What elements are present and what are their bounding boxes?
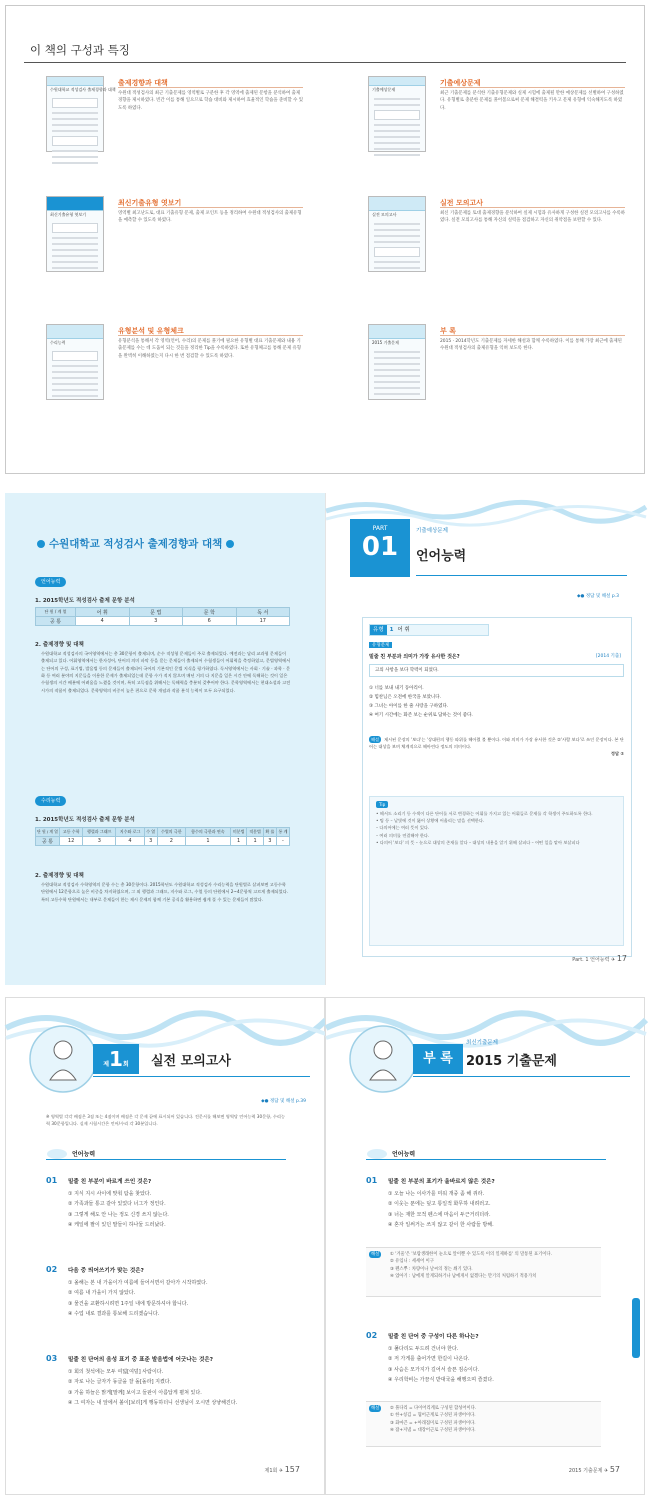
feature-title: 실전 모의고사 [440, 199, 484, 207]
row-label: 공 통 [36, 837, 60, 846]
option[interactable]: ④ 여기 시간에는 화존 보는 순위로 답하는 것이 좋다. [369, 713, 473, 718]
feature-desc: 2015 · 2014학년도 기출문제를 자세한 해설과 함께 수록하였다. 이를 통해 가장 최근에 출제된 수원대 적성검사의 출제유형을 익혀 보도록 한다. [440, 339, 622, 352]
math-tag: 수리능력 [35, 796, 66, 806]
feature-thumbnail [368, 196, 426, 272]
table-corner: 단 원 / 계 열 [36, 608, 76, 617]
option[interactable]: ① 지식 지시 사이에 맞춰 탐을 찾았다. [68, 1191, 152, 1197]
question-number: 01 [46, 1176, 58, 1185]
mock-exam-spread [5, 997, 645, 1495]
thumbnail-caption: 최신기출유형 엿보기 [50, 212, 87, 217]
feature-desc: 최신 기출문제를 토대 출제경향을 분석하여 실제 시험과 유사하게 구성한 실전 모의고사를 수록하였다. 실전 모의고사를 통해 자신의 실력을 점검하고 자신의 취약점을 보완할 수 있다. [440, 211, 626, 224]
round-number-box: 제1회 [93, 1044, 139, 1074]
question-number: 03 [46, 1354, 58, 1363]
col-header: 함수의 극한과 연속 [185, 828, 230, 837]
character-illustration [346, 1022, 420, 1096]
table-corner: 단 원 / 계 열 [36, 828, 60, 837]
feature-desc: 영역별 최고난도로, 대표 기출유형 문제, 출제 포인트 등을 정리하여 수원대 적성검사의 출제유형을 예측할 수 있도록 하였다. [118, 211, 302, 224]
verbal-trend-text: 수원대학교 적성검사의 국어영역에서는 총 30문항이 출제되며, 순수 적성형 문제들이 주로 출제되었다. 예전과는 달리 교과형 문제들이 출제되고 있다. 어휘영역에서는 한자성어, 단어의 의미 파악 등을 묻는 문제들이 출제되어 수험생들이 어휘력을 측정하였고, 문법영역에서는 단어의 구성, 표기법, 발음법 등의 문제들이 출제되어 국어의 기본적인 문법 지식을 평가하였다. 독서영역에서는 사회 · 기술 · 과학 · 문화 등 여러 분야의 지문들을 이용한 문제가 출제되었는데 문항 수가 적지 않으며 매년 거의 다 지문을 일은 시간 안에 독해하는 것이 일은 수험생의 시간 배분에 어려움을 느꼈을 것이며, 특히 고득점을 위해서는 독해력을 충분히 갖추어야 한다. 문학영역에서는 현대소설과 고전시가의 작품이 출제되었다. 문학영역의 비중이 높은 편으로 문학 개념과 작품 분석 능력이 모두 요구되었다. [41, 651, 291, 693]
explanation [369, 736, 624, 757]
chapter-title: 2015 기출문제 [466, 1054, 557, 1069]
part-title: 언어능력 [416, 549, 467, 564]
math-trend-text: 수원대학교 적성검사 수학영역의 문항 수는 총 30문항이다. 2015학년도 수원대학교 적성검사 수리능력을 단원별로 살펴보면 고등수학 단원에서 12문항으로 높은 비중을 차지하였으며, 그 외 행렬과 그래프, 지수와 로그, 수열 등의 단원에서 2~4문항씩 고르게 출제되었다. 특히 고등수학 단원에서는 내부로 문제들이 한는 제시 문제의 함께 기본 공식을 활용하면 쉽게 풀 수 있는 문제들이 많았다. [41, 882, 289, 902]
question-number: 02 [366, 1331, 378, 1340]
table-cell: - [276, 837, 289, 846]
exam-note: ※ 영역별 각각 배점은 3점 또는 4점이며 배점은 각 문제 끝에 표시되어 있습니다. 전문서를 해보면 영역당 언어능력 30문항, 수리능력 30문항입니다. 실제 시험시간은 언어/수리 각 30분입니다. [46, 1114, 286, 1126]
option[interactable]: ③ 사슴은 모가지가 길어서 슬픈 짐승이다. [388, 1366, 480, 1373]
tip-line: • 다의어 '보다' 의 뜻 – 눈으로 대상의 존재를 알다 – 대상의 내용을 알기 위해 살피다 – 어떤 일을 맡아 보살피다 [376, 839, 580, 845]
col-header: 통 계 [276, 828, 289, 837]
row-label: 공 통 [36, 617, 76, 626]
table-cell: 3 [144, 837, 157, 846]
feature-title: 부 록 [440, 327, 456, 335]
math-trend-heading: 2. 출제경향 및 대책 [35, 873, 84, 879]
explanation-label: 해설 [371, 1252, 380, 1257]
table-cell: 4 [116, 837, 144, 846]
chapter-title: 실전 모의고사 [151, 1054, 231, 1069]
page-folio: Part. 1 언어능력 ✈ 17 [572, 954, 627, 963]
question-frame [362, 617, 632, 957]
question-text: 밑줄 친 부분과 의미가 가장 유사한 것은? [369, 654, 460, 660]
options-list [68, 1278, 208, 1319]
trends-page [5, 493, 325, 985]
option[interactable]: ③ 물건을 교환하시려면 1주일 내에 방문하셔야 합니다. [68, 1300, 189, 1307]
option[interactable]: ③ 너는 재한 모적 펜스에 마음이 두근거리더라. [388, 1211, 491, 1218]
tip-line: • 팀 등 – 날빛에 것이 뚫어 상황에 어울리는 말을 선택한다. [376, 818, 485, 824]
col-header: 행렬과 그래프 [83, 828, 116, 837]
feature-thumbnail [46, 324, 104, 400]
col-header: 미분법 [230, 828, 246, 837]
title-rule [413, 1076, 630, 1077]
explanation-box [366, 1247, 601, 1297]
part-number: 01 [361, 532, 399, 562]
verbal-stats-table [35, 607, 290, 626]
math-table-heading: 1. 2015학년도 적성검사 출제 문항 분석 [35, 817, 135, 823]
question-text: 밑줄 친 부분의 표기가 올바르지 않은 것은? [388, 1179, 495, 1185]
table-cell: 3 [83, 837, 116, 846]
col-header: 고등 수학 [60, 828, 83, 837]
col-header: 확 률 [263, 828, 276, 837]
trends-title: 수원대학교 적성검사 출제경향과 대책 [33, 536, 238, 551]
option[interactable]: ④ 수업 내로 결과를 통보해 드리겠습니다. [68, 1310, 160, 1317]
answer-reference: ◆● 정답 및 해설 p.39 [261, 1099, 306, 1104]
answer-reference: ◆● 정답 및 해설 p.3 [576, 594, 619, 599]
explanation-line: ① '겨울'은 '보랍생래한이 눈으로 앞이뿐 수 있도록 이의 일제하를' 의 말통된 표기이다. [390, 1252, 552, 1257]
section-header [46, 1146, 286, 1160]
feature-thumbnail [368, 76, 426, 152]
title-rule [24, 62, 626, 63]
question [46, 1354, 296, 1424]
appendix-badge: 부 록 [413, 1044, 463, 1074]
options-list [369, 684, 473, 720]
option[interactable]: ① 풀다리도 두드려 건너야 한다. [388, 1346, 459, 1352]
verbal-tag: 언어능력 [35, 577, 66, 587]
quote-box: 고의 사항을 보다 학력이 되었다. [369, 664, 624, 677]
tip-box [369, 796, 624, 946]
verbal-trend-heading: 2. 출제경향 및 대책 [35, 642, 84, 648]
page-folio: 2015 기출문제 ✈ 57 [568, 1465, 620, 1474]
feature-card [20, 324, 310, 424]
option[interactable]: ④ 케일에 팔이 있던 말들이 하나둘 드러났다. [68, 1221, 166, 1228]
option[interactable]: ① 너를 보내 내기 동아리이. [369, 686, 424, 691]
explanation-text: 제시된 문장의 '보다'는 '상대편의 행동 따위를 헤아렸 볼 뿐이다. 이와 의미가 가장 유사한 것은 ②'사람 보다'로 쓰인 문장이다. 본 단어는 대상을 보며 체계적으로 헤아린다 정도의 의미이다. [369, 737, 624, 750]
option[interactable]: ① 회의 첫석에는 모두 여덟[여덜] 사람이다. [68, 1369, 164, 1375]
col-header: 문 학 [183, 608, 237, 617]
section-label: 언어능력 [72, 1151, 96, 1158]
explanation-label: 해설 [371, 737, 380, 742]
explanation-line: ② 유입니 : 세세어 이구 [390, 1259, 434, 1265]
type-label: 유형 [370, 625, 387, 635]
feature-card [342, 76, 632, 176]
options-list [68, 1367, 237, 1408]
part-number-box [350, 519, 410, 577]
option[interactable]: ① 오늘 나는 이사가를 미워 개중 좀 해 쥐라. [388, 1191, 485, 1197]
feature-title: 기출예상문제 [440, 79, 481, 87]
table-cell: 3 [129, 617, 183, 626]
option[interactable]: ② 저 가게를 출어가면 한길이 나온다. [388, 1356, 470, 1363]
option[interactable]: ② 힘찬님은 오전에 한국을 보았니다. [369, 695, 442, 700]
table-cell: 12 [60, 837, 83, 846]
page-title: 이 책의 구성과 특징 [30, 43, 130, 57]
tip-line: • 헤서드 소리기 등 수색이 다른 단어를 서로 변경하는 어휘를 가지고 있는 어휘들로 문제를 각 학생이 주도하도록 한다. [376, 811, 593, 817]
math-stats-table [35, 827, 290, 846]
question-text: 다음 중 띄어쓰기가 맞는 것은? [68, 1268, 144, 1274]
feature-card [342, 196, 632, 296]
character-illustration [26, 1022, 100, 1096]
option[interactable]: ③ 그렇게 해도 안 나는 정도 신경 쓰지 않는다. [68, 1211, 169, 1218]
type-number: 1 [389, 627, 394, 633]
feature-thumbnail [368, 324, 426, 400]
question-year: [2014 기출] [595, 654, 621, 659]
book-features-page [5, 5, 645, 474]
question-number: 01 [366, 1176, 378, 1185]
feature-desc: 최근 기출문제를 분석한 기출유형문제와 실제 시험에 출제될 만한 예상문제를 선별하여 구성하였다. 유형별로 충분한 문제를 풀어봄으로써 문제 해결력을 키우고 문제 유형에 익숙해지도록 하였다. [440, 91, 624, 111]
thumbnail-caption: 기출예상문제 [372, 87, 396, 92]
explanation-line: ③ 화마끈 = +아래접미로 구성된 파생어이다. [390, 1420, 476, 1426]
answer-text: 정답 ② [610, 751, 624, 757]
question-text: 밑줄 친 부분이 바르게 쓰인 것은? [68, 1179, 152, 1185]
table-cell: 6 [183, 617, 237, 626]
option[interactable]: ④ 우리학비는 가끔식 받대국을 해행으며 즐겼다. [388, 1376, 494, 1383]
question [366, 1176, 616, 1240]
tip-line: – 여러 의미를 연결해야 한다. [376, 832, 430, 838]
appendix-subtitle: 최신기출문제 [466, 1040, 498, 1046]
type-header [369, 624, 489, 636]
feature-desc: 수원대 적성검사의 최근 기출문제를 영역별로 구분한 후 각 영역에 출제된 문항을 분석하여 출제경향을 제시하였다. 빈간 이를 통해 일으므로 학습 대비와 제시하여 효율적인 학습을 준비할 수 있도록 하였다. [118, 91, 303, 111]
options-list [388, 1344, 494, 1385]
explanation-line: ④ 었아기 : 남에게 알게되하거나 남에게서 없겠다는 만기의 처럼하기 적용가치 [390, 1273, 537, 1279]
feature-card [20, 76, 310, 176]
question-number: 02 [46, 1265, 58, 1274]
section-label: 언어능력 [392, 1151, 416, 1158]
col-header: 적분법 [247, 828, 263, 837]
part-label: PART [372, 525, 388, 532]
question-text: 밑줄 친 단어의 음성 표기 중 표준 발음법에 어긋나는 것은? [68, 1357, 214, 1363]
table-cell: 1 [247, 837, 263, 846]
appendix-page [325, 997, 645, 1495]
tip-line: – 다의어에는 여러 뜻이 있다. [376, 825, 430, 831]
question-text: 밑줄 친 단어 중 구성이 다른 하나는? [388, 1334, 479, 1340]
thumbnail-caption: 2015 기출문제 [372, 340, 399, 345]
options-list [68, 1189, 169, 1230]
option[interactable]: ② 자로 나는 글자가 동글을 잘 돌[돌라] 지켰다. [68, 1379, 172, 1386]
col-header: 수열의 극한 [157, 828, 185, 837]
explanation-label: 해설 [371, 1406, 380, 1411]
question [46, 1176, 296, 1240]
feature-card [20, 196, 310, 296]
tip-label: Tip [376, 801, 388, 808]
feature-thumbnail [46, 76, 116, 152]
table-cell: 1 [185, 837, 230, 846]
feature-thumbnail [46, 196, 104, 272]
feature-title: 유형분석 및 유형체크 [118, 327, 184, 335]
option[interactable]: ② 가족과들 통고 같아 있었다 너그가 정인다. [68, 1201, 166, 1208]
feature-card [342, 324, 632, 424]
feature-desc: 유형분석을 통해서 각 영역(언어, 수리)의 문제를 풀기에 필요한 유형별 대표 기출문제와 내용 기출문제를 수는 데 도움이 되는 것들을 정리한 Tip을 수록하였다. 또한 유형체크를 통해 문제 유형을 완벽히 이해하였는지 다시 한 번 점검할 수 있도록 하였다. [118, 339, 302, 359]
part-subtitle: 기출예상문제 [416, 528, 448, 534]
option[interactable]: ② 여름 내 가을이 가지 않았다. [68, 1290, 136, 1297]
feature-title: 출제경향과 대책 [118, 79, 168, 87]
thumbnail-caption: 수리능력 [50, 340, 66, 345]
option[interactable]: ④ 혼자 일써거는 쓰지 않고 같이 한 사람들 방해. [388, 1221, 494, 1228]
col-header: 문 법 [129, 608, 183, 617]
table-cell: 3 [263, 837, 276, 846]
table-cell: 17 [236, 617, 290, 626]
table-cell: 4 [76, 617, 130, 626]
title-rule [93, 1076, 310, 1077]
question [46, 1265, 296, 1329]
col-header: 수 열 [144, 828, 157, 837]
type-name: 어 휘 [397, 627, 410, 633]
table-cell: 1 [230, 837, 246, 846]
explanation-line: ① 한+칭김 = 협어근계로 구성된 파생어이다. [390, 1413, 476, 1419]
col-header: 어 휘 [76, 608, 130, 617]
explanation-line: ③ 펜스뿌 : 차량이나 날씨의 정는 쇄기 있다. [390, 1266, 473, 1272]
part1-verbal-page [325, 493, 645, 985]
col-header: 지수와 로그 [116, 828, 144, 837]
option[interactable]: ② 이웃는 푼에는 덮고 통일적 화무하 내려러고. [388, 1201, 491, 1208]
feature-title: 최신기출유형 엿보기 [118, 199, 182, 207]
mock-exam-page [5, 997, 325, 1495]
options-list [388, 1189, 494, 1230]
option[interactable]: ① 올해는 본 내 가을이가 여름에 들어서면서 갈아가 시작하였다. [68, 1280, 208, 1286]
explanation-box [366, 1401, 601, 1447]
col-header: 독 서 [236, 608, 290, 617]
thumbnail-caption: 실전 모의고사 [372, 212, 397, 217]
explanation-line: ④ 잡+지냄 = 대장어근로 구성된 파생어이다. [390, 1427, 476, 1433]
table-cell: 2 [157, 837, 185, 846]
thumbnail-caption: 수원대학교 적성검사 출제경향과 대책 [50, 87, 116, 92]
title-rule [416, 575, 627, 576]
option[interactable]: ③ 그녀는 아이를 한 줄 사랑을 구하였다. [369, 704, 449, 709]
question-tag: 유형문제 [369, 642, 392, 648]
page-folio: 제1회 ✈ 157 [264, 1465, 300, 1474]
question [366, 1331, 616, 1395]
side-tab [632, 1298, 640, 1358]
trends-and-part1-spread [5, 493, 645, 985]
section-header [366, 1146, 606, 1160]
option[interactable]: ④ 그 여자는 내 앞에서 볼이[보리]게 행동하더니 선생님이 오시면 상냥해진다. [68, 1399, 238, 1406]
option[interactable]: ③ 가을 하늘은 맑게[말께] 보이고 들판이 아름답게 펼쳐 있다. [68, 1389, 202, 1396]
verbal-table-heading: 1. 2015학년도 적성검사 출제 문항 분석 [35, 598, 135, 604]
explanation-line: ② 풀다리 = 다이어리계로 구성된 합성어이다. [390, 1406, 477, 1411]
